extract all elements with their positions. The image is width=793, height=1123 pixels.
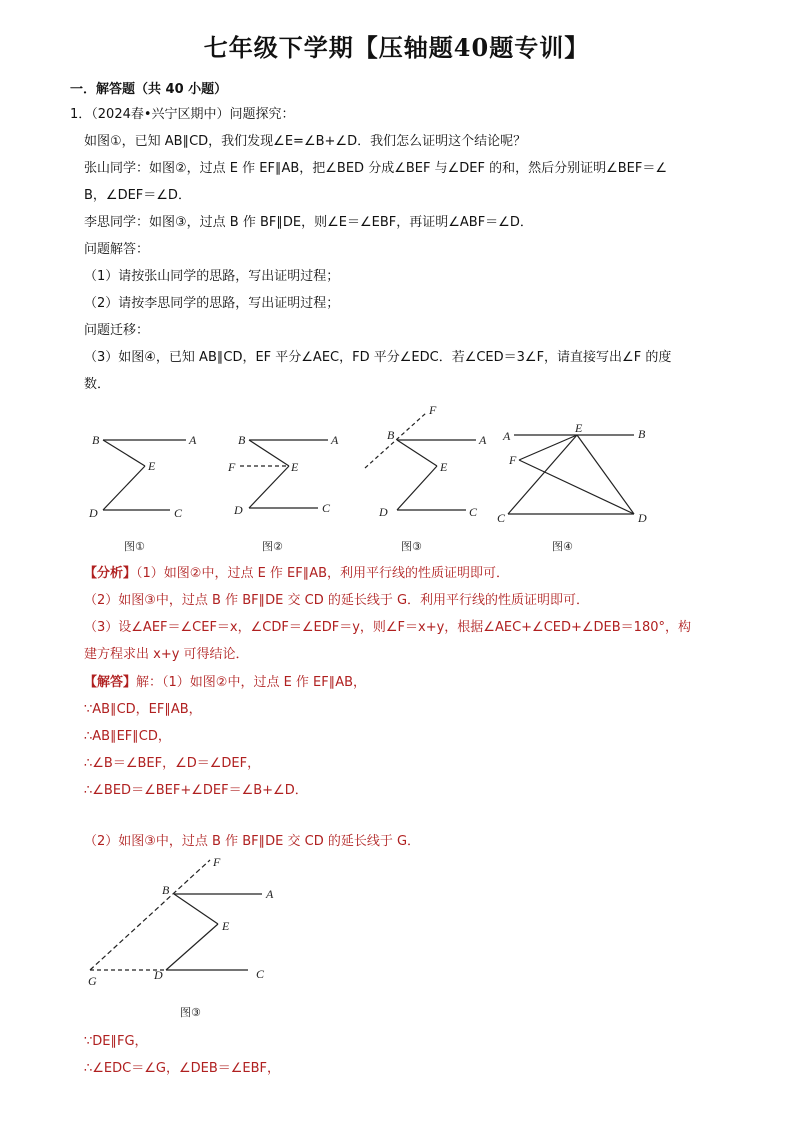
solution-tag: 【解答】: [84, 675, 137, 690]
fig2-label-d: D: [234, 503, 243, 517]
fig3-label-c: C: [469, 505, 478, 519]
figure-2: [240, 440, 328, 508]
solution-line-2: ∵AB∥CD，EF∥AB，: [84, 702, 202, 717]
problem-line-3: 张山同学：如图②，过点 E 作 EF∥AB，把∠BED 分成∠BEF 与∠DEF 的和，然后分别证明∠BEF＝∠: [84, 161, 668, 176]
analysis-text-1: （1）如图②中，过点 E 作 EF∥AB，利用平行线的性质证明即可．: [136, 566, 510, 581]
fig5-label-f: F: [213, 855, 221, 869]
problem-line-7: （1）请按张山同学的思路，写出证明过程；: [84, 269, 340, 284]
solution-text-1: 解：（1）如图②中，过点 E 作 EF∥AB，: [136, 675, 367, 690]
figures-row: [0, 400, 793, 560]
page-title: 七年级下学期【压轴题40题专训】: [203, 33, 590, 62]
figure-1: [103, 440, 186, 510]
fig4-caption: 图④: [552, 540, 573, 553]
fig1-caption: 图①: [124, 540, 145, 553]
figure-4: [508, 435, 634, 514]
fig4-label-a: A: [503, 429, 511, 443]
figure-3: [365, 413, 476, 510]
solution-line-3: ∴AB∥EF∥CD，: [84, 729, 171, 744]
problem-line-1: 1．（2024春•兴宁区期中）问题探究：: [70, 107, 295, 122]
problem-line-9: 问题迁移：: [84, 323, 150, 338]
fig4-label-e: E: [575, 421, 583, 435]
fig5-label-g: G: [88, 974, 97, 988]
fig4-label-f: F: [509, 453, 517, 467]
problem-line-10: （3）如图④，已知 AB∥CD，EF 平分∠AEC，FD 平分∠EDC．若∠CED＝3∠F，请直接写出∠F 的度: [84, 350, 672, 365]
problem-line-8: （2）请按李思同学的思路，写出证明过程；: [84, 296, 340, 311]
fig2-label-e: E: [291, 460, 299, 474]
fig5-label-a: A: [266, 887, 274, 901]
fig2-label-c: C: [322, 501, 331, 515]
fig4-label-c: C: [497, 511, 506, 525]
fig1-label-d: D: [89, 506, 98, 520]
fig1-label-e: E: [148, 459, 156, 473]
fig4-label-b: B: [638, 427, 646, 441]
fig4-label-d: D: [638, 511, 647, 525]
solution-line-6: （2）如图③中，过点 B 作 BF∥DE 交 CD 的延长线于 G．: [84, 834, 421, 849]
fig5-caption: 图③: [180, 1006, 201, 1019]
solution-figure: [70, 852, 310, 1027]
solution-line-8: ∴∠EDC＝∠G，∠DEB＝∠EBF，: [84, 1061, 281, 1076]
fig3-label-f: F: [429, 403, 437, 417]
fig3-label-d: D: [379, 505, 388, 519]
fig1-label-c: C: [174, 506, 183, 520]
fig5-label-e: E: [222, 919, 230, 933]
fig2-caption: 图②: [262, 540, 283, 553]
solution-line-5: ∴∠BED＝∠BEF+∠DEF＝∠B+∠D．: [84, 783, 308, 798]
problem-line-5: 李思同学：如图③，过点 B 作 BF∥DE，则∠E＝∠EBF，再证明∠ABF＝∠D．: [84, 215, 533, 230]
fig5-label-c: C: [256, 967, 265, 981]
fig5-label-d: D: [154, 968, 163, 982]
fig1-label-b: B: [92, 433, 100, 447]
analysis-line-4: 建方程求出 x+y 可得结论．: [84, 647, 249, 662]
fig2-label-f: F: [228, 460, 236, 474]
fig5-label-b: B: [162, 883, 170, 897]
analysis-line-1: [84, 566, 509, 582]
section-heading: 一．解答题（共 40 小题）: [70, 82, 228, 97]
problem-line-6: 问题解答：: [84, 242, 150, 257]
analysis-line-2: （2）如图③中，过点 B 作 BF∥DE 交 CD 的延长线于 G．利用平行线的性质证明即可．: [84, 593, 590, 608]
solution-line-7: ∵DE∥FG，: [84, 1034, 148, 1049]
fig3-caption: 图③: [401, 540, 422, 553]
problem-line-2: 如图①，已知 AB∥CD，我们发现∠E=∠B+∠D．我们怎么证明这个结论呢？: [84, 134, 527, 149]
fig2-label-b: B: [238, 433, 246, 447]
analysis-line-3: （3）设∠AEF＝∠CEF＝x，∠CDF＝∠EDF＝y，则∠F＝x+y，根据∠AEC+∠CED+∠DEB＝180°，构: [84, 620, 691, 635]
fig3-label-a: A: [479, 433, 487, 447]
fig1-label-a: A: [189, 433, 197, 447]
fig3-label-e: E: [440, 460, 448, 474]
solution-line-4: ∴∠B＝∠BEF，∠D＝∠DEF，: [84, 756, 261, 771]
problem-line-4: B，∠DEF＝∠D．: [84, 188, 191, 203]
fig3-label-b: B: [387, 428, 395, 442]
fig2-label-a: A: [331, 433, 339, 447]
solution-line-1: [84, 675, 366, 691]
problem-line-11: 数．: [84, 377, 111, 392]
analysis-tag: 【分析】: [84, 566, 137, 581]
